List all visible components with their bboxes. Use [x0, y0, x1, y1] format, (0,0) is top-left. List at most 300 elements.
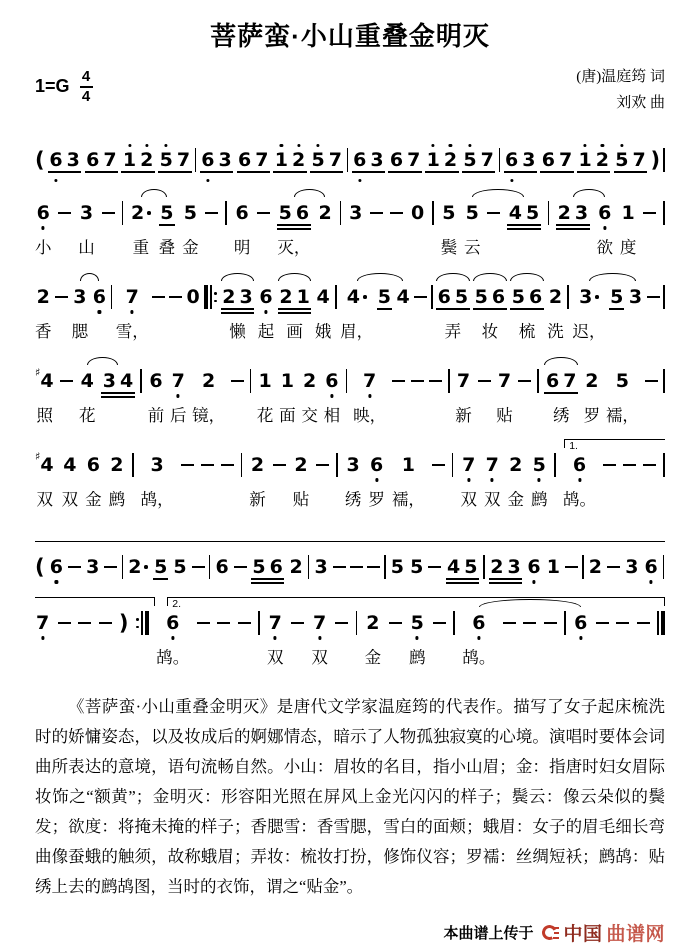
token-column: [428, 555, 441, 579]
note-digit: 2: [490, 556, 504, 578]
note-token: [396, 287, 411, 307]
song-description: 《菩萨蛮·小山重叠金明灭》是唐代文学家温庭筠的代表作。描写了女子起床梳洗时的娇慵姿态，以及妆成后的婀娜情态，暗示了人物孤独寂寞的心境。演唱时要体会词曲所表达的意境，语句流畅自然。小山：眉妆的名目，指小山眉；金：指唐时妇女眉际妆饰之“额黄”；金明灭：形容阳光照在屏风上金光闪闪的样子；鬓云：像云朵似的鬓发；欲度：将掩未掩的样子；香腮雪：香雪腮，雪白的面颊；蛾眉：女子的眉毛细长弯曲像蚕蛾的触须，故称蛾眉；弄妆：梳妆打扮，修饰仪容；罗襦：丝绸短袄；鹧鸪：贴绣上去的鹧鸪图，当时的衣饰，谓之“贴金”。: [35, 697, 665, 897]
duration-underline: [159, 224, 174, 226]
lyric-syllable: 鹧: [108, 491, 126, 509]
duration-dash: [523, 622, 536, 624]
lyric-syllable: 梳: [518, 323, 536, 341]
barline: [483, 555, 485, 579]
note-digit: 6: [572, 454, 587, 476]
note-token: [48, 150, 64, 170]
note-digit: 3: [218, 149, 232, 171]
beam-line: [310, 171, 343, 173]
lyric-syllable: 后: [169, 407, 187, 425]
beam-line: [462, 171, 495, 173]
barline: [340, 201, 342, 225]
repeat-end-barline: [136, 611, 149, 635]
note-digit: 5: [464, 556, 478, 578]
token-column: [540, 148, 573, 172]
note-digit: 1: [401, 454, 415, 476]
note-digit: 2: [202, 370, 216, 392]
note-token: [377, 287, 392, 307]
token-column: [156, 611, 189, 666]
barline: [432, 201, 434, 225]
repeat-start-barline: [204, 285, 217, 309]
beam-line: [507, 228, 540, 230]
duration-dash: [291, 622, 304, 624]
note-digit: 7: [456, 370, 471, 392]
token-column: [257, 201, 270, 256]
note-digit: 3: [579, 286, 593, 308]
duration-dash: [411, 380, 424, 382]
slur-arc: [573, 189, 605, 197]
note-token: [352, 150, 368, 170]
beam-line: [425, 171, 458, 173]
slur-arc: [221, 273, 254, 281]
duration-dash: [392, 380, 405, 382]
lyric-syllable: 相: [323, 407, 341, 425]
beam-line: [436, 308, 469, 310]
note-digit: 4: [63, 454, 77, 476]
note-digit: 6: [238, 149, 252, 171]
lyric-syllable: 襦，: [605, 407, 639, 425]
note-token: [158, 150, 174, 170]
duration-dash: [60, 380, 73, 382]
token-column: [483, 555, 485, 579]
barline: [356, 611, 358, 635]
token-column: [308, 555, 310, 579]
token-column: [101, 369, 134, 424]
lyric-syllable: 香: [35, 323, 52, 341]
note-token: [92, 287, 107, 307]
note-digit: 7: [328, 149, 342, 171]
note-token: [614, 150, 630, 170]
note-token: [127, 557, 149, 577]
token-column: [518, 369, 531, 424]
duration-dash: [335, 622, 348, 624]
token-column: [487, 201, 500, 256]
beam-line: [200, 171, 233, 173]
lyric-syllable: 鸪。: [156, 649, 190, 667]
token-column: [546, 555, 561, 579]
lyric-syllable: 叠: [158, 239, 176, 257]
lyric-syllable: 双: [483, 491, 501, 509]
token-column: [448, 369, 450, 424]
token-column: [234, 201, 251, 256]
note-digit: 2: [140, 149, 154, 171]
lyric-syllable: 绣: [344, 491, 362, 509]
barline: [111, 285, 113, 309]
duration-dash: [333, 566, 346, 568]
repeat-dots: [136, 618, 139, 629]
note-digit: 5: [278, 202, 292, 224]
token-column: [60, 369, 73, 424]
note-digit: 7: [480, 149, 494, 171]
note-digit: 3: [346, 454, 360, 476]
score: [35, 135, 665, 666]
note-digit: 2: [318, 202, 332, 224]
lyric-syllable: 小: [35, 239, 52, 257]
notes-row: [35, 135, 665, 172]
note-digit: 7: [362, 370, 377, 392]
note-digit: 6: [574, 612, 588, 634]
note-digit: 3: [79, 202, 94, 224]
token-column: [370, 201, 383, 256]
note-digit: 6: [598, 202, 612, 224]
note-token: [310, 150, 326, 170]
barline: [431, 285, 433, 309]
token-column: [429, 369, 442, 424]
note-token: [462, 150, 478, 170]
duration-dash: [217, 622, 230, 624]
lyric-syllable: 双: [266, 649, 284, 667]
duration-dash: [205, 212, 218, 214]
barline: [258, 611, 260, 635]
beam-line: [489, 578, 522, 580]
token-column: [644, 555, 659, 579]
close-paren: ): [650, 148, 661, 172]
token-column: [565, 555, 578, 579]
beam-line: [121, 171, 154, 173]
note-digit: 3: [150, 454, 164, 476]
duration-dash: [596, 622, 609, 624]
token-column: [258, 285, 275, 340]
note-digit: 5: [532, 454, 546, 476]
note-token: [489, 557, 505, 577]
lyric-syllable: 双: [460, 491, 477, 509]
token-column: [464, 201, 481, 256]
token-column: [153, 555, 168, 579]
duration-dash: [623, 464, 636, 466]
note-digit: 2: [294, 454, 308, 476]
beam-line: [85, 171, 118, 173]
note-token: [251, 557, 267, 577]
lyric-syllable: 画: [286, 323, 303, 341]
note-digit: 3: [370, 149, 384, 171]
token-column: [85, 148, 118, 172]
token-column: [388, 148, 421, 172]
token-column: [109, 453, 126, 508]
note-token: [49, 557, 64, 577]
token-column: [116, 285, 149, 340]
token-column: [340, 201, 342, 256]
note-digit: 4: [40, 370, 54, 392]
token-column: [489, 555, 522, 579]
note-token: [461, 455, 476, 475]
octave-dot-below: [578, 478, 581, 481]
token-column: [432, 201, 434, 256]
volta-label: 2.: [172, 598, 182, 610]
beam-line: [544, 392, 577, 394]
note-digit: 5: [154, 556, 168, 578]
beam-group: [48, 150, 81, 170]
note-digit: 6: [644, 556, 658, 578]
note-digit: 7: [407, 149, 421, 171]
beam-group: [158, 150, 191, 170]
token-column: [293, 453, 310, 508]
duration-dash: [432, 464, 445, 466]
note-token: [346, 287, 368, 307]
score-line-6: [35, 542, 665, 579]
note-token: [507, 203, 523, 223]
token-column: [624, 555, 639, 579]
barline: [663, 369, 665, 393]
beam-group: [85, 150, 118, 170]
note-token: [102, 150, 118, 170]
token-column: [273, 148, 306, 172]
note-token: [573, 203, 589, 223]
token-column: [628, 285, 643, 340]
token-column: [526, 555, 541, 579]
note-digit: 1: [258, 370, 272, 392]
token-column: [205, 201, 218, 256]
token-column: [221, 453, 234, 508]
duration-dash: [316, 464, 329, 466]
note-digit: 5: [252, 556, 266, 578]
token-column: [523, 611, 536, 666]
barline: [241, 453, 243, 477]
open-paren: (: [35, 148, 45, 172]
token-column: [35, 285, 52, 340]
lyric-syllable: 花: [256, 407, 274, 425]
note-token: [473, 287, 489, 307]
note-token: [526, 557, 541, 577]
barline: [554, 453, 556, 477]
note-token: [36, 203, 51, 223]
note-token: [562, 371, 578, 391]
note-digit: 3: [102, 370, 116, 392]
token-column: [432, 453, 445, 508]
token-column: [185, 285, 200, 340]
note-token: [390, 557, 405, 577]
note-token: [201, 371, 216, 391]
note-digit: 5: [474, 286, 488, 308]
note-token: [479, 150, 495, 170]
note-token: [80, 371, 95, 391]
note-token: [36, 287, 51, 307]
beam-line: [577, 171, 610, 173]
octave-dot-below: [42, 226, 45, 229]
octave-dot-above: [280, 144, 283, 147]
note-digit: 2: [548, 286, 563, 308]
lyric-syllable: 鬓: [440, 239, 458, 257]
token-column: [392, 453, 425, 508]
note-digit: 7: [36, 612, 50, 634]
note-token: [442, 150, 458, 170]
note-digit: 5: [463, 149, 477, 171]
token-column: [504, 148, 537, 172]
token-column: [68, 555, 81, 579]
note-digit: 6: [505, 149, 519, 171]
lyric-syllable: 贴: [496, 407, 513, 425]
octave-dot-below: [330, 394, 333, 397]
lyric-syllable: 腮: [71, 323, 89, 341]
note-token: [527, 287, 543, 307]
note-token: [490, 287, 506, 307]
octave-dot-above: [468, 144, 471, 147]
note-token: [584, 371, 599, 391]
token-column: [122, 555, 124, 579]
lyric-syllable: 罗: [583, 407, 601, 425]
beam-line: [489, 582, 522, 584]
octave-dot-below: [477, 636, 480, 639]
token-column: [554, 453, 556, 508]
note-token: [183, 203, 198, 223]
token-column: [564, 611, 566, 666]
duration-dash: [273, 464, 286, 466]
duration-dash: [518, 380, 531, 382]
note-token: [510, 287, 526, 307]
note-token: [615, 371, 630, 391]
token-column: [452, 453, 454, 508]
token-column: [436, 285, 469, 340]
notes-row: [35, 188, 665, 256]
note-digit: 1: [546, 556, 560, 578]
token-column: [169, 285, 182, 340]
token-column: [390, 555, 405, 579]
note-token: [35, 613, 50, 633]
beam-line: [221, 312, 254, 314]
note-token: [280, 371, 295, 391]
token-column: [35, 148, 45, 172]
token-column: [462, 611, 495, 666]
note-token: [446, 557, 462, 577]
note-digit: 2: [557, 202, 571, 224]
lyric-syllable: 欲: [596, 239, 613, 257]
note-token: [485, 455, 500, 475]
barline: [140, 369, 142, 393]
barline: [453, 611, 455, 635]
duration-dash: [370, 212, 383, 214]
score-line-5: [35, 440, 665, 508]
token-column: [367, 555, 380, 579]
duration-dash: [58, 212, 71, 214]
token-column: [507, 453, 524, 508]
note-digit: 2: [585, 370, 599, 392]
note-digit: 3: [314, 556, 328, 578]
score-line-2: [35, 188, 665, 256]
octave-dot-below: [171, 636, 174, 639]
note-digit: 3: [522, 149, 536, 171]
note-token: [410, 203, 425, 223]
note-token: [35, 366, 55, 392]
lyric-syllable: 雪，: [115, 323, 149, 341]
note-digit: 1: [578, 149, 592, 171]
octave-dot-below: [579, 636, 582, 639]
note-digit: 2: [222, 286, 236, 308]
token-column: [301, 369, 318, 424]
octave-dot-below: [41, 636, 44, 639]
duration-dash: [78, 622, 91, 624]
token-column: [606, 369, 639, 424]
token-column: [663, 369, 665, 424]
note-token: [109, 455, 124, 475]
token-column: [409, 555, 424, 579]
token-column: [277, 201, 310, 256]
barline: [308, 555, 310, 579]
token-column: [356, 611, 358, 666]
beam-group: [556, 203, 589, 223]
token-column: [333, 555, 346, 579]
note-token: [624, 557, 639, 577]
octave-dot-above: [145, 144, 148, 147]
barline: [209, 555, 211, 579]
beam-group: [507, 203, 540, 223]
token-column: [496, 369, 513, 424]
token-column: [651, 148, 661, 172]
token-column: [544, 611, 557, 666]
barline: [564, 611, 566, 635]
lyric-syllable: 弄: [444, 323, 462, 341]
note-digit: 4: [346, 286, 361, 308]
token-column: [663, 285, 665, 340]
note-digit: 6: [92, 286, 106, 308]
token-column: [335, 285, 337, 340]
barline: [663, 285, 665, 309]
note-token: [273, 150, 289, 170]
duration-dash: [192, 566, 205, 568]
token-column: [390, 201, 403, 256]
note-digit: 6: [86, 149, 100, 171]
note-digit: 5: [311, 149, 325, 171]
note-token: [546, 557, 561, 577]
note-digit: 5: [377, 286, 391, 308]
beam-group: [278, 287, 311, 307]
token-column: [182, 201, 199, 256]
octave-dot-below: [538, 478, 541, 481]
beam-group: [251, 557, 284, 577]
token-column: [104, 555, 117, 579]
note-token: [588, 557, 603, 577]
upload-source-label: 本曲谱上传于: [443, 924, 534, 942]
beam-group: [273, 150, 306, 170]
note-digit: 6: [201, 149, 215, 171]
note-token: [365, 613, 380, 633]
barline: [195, 148, 197, 172]
token-column: [291, 611, 304, 666]
beam-line: [473, 308, 506, 310]
octave-dot-below: [177, 394, 180, 397]
note-digit: 7: [632, 149, 646, 171]
token-column: [140, 369, 142, 424]
slur-arc: [141, 189, 167, 197]
lyric-syllable: 襦，: [391, 491, 425, 509]
token-column: [588, 555, 603, 579]
note-token: [504, 150, 520, 170]
note-token: [436, 287, 452, 307]
note-digit: 3: [86, 556, 100, 578]
lyric-syllable: 贴: [292, 491, 310, 509]
note-token: [453, 287, 469, 307]
lyric-syllable: 鹧: [409, 649, 426, 667]
note-token: [277, 203, 293, 223]
lyric-syllable: 山: [78, 239, 95, 257]
token-column: [195, 148, 197, 172]
note-token: [118, 371, 134, 391]
token-column: [499, 148, 501, 172]
beam-group: [544, 371, 577, 391]
beam-group: [614, 150, 647, 170]
token-column: [377, 285, 392, 340]
note-digit: 2: [128, 556, 142, 578]
token-column: [119, 611, 129, 666]
barline: [122, 555, 124, 579]
duration-dash: [58, 622, 71, 624]
barline: [452, 453, 454, 477]
token-column: [192, 369, 225, 424]
note-digit: 5: [442, 202, 456, 224]
lyric-syllable: 罗: [368, 491, 385, 509]
note-token: [406, 150, 422, 170]
